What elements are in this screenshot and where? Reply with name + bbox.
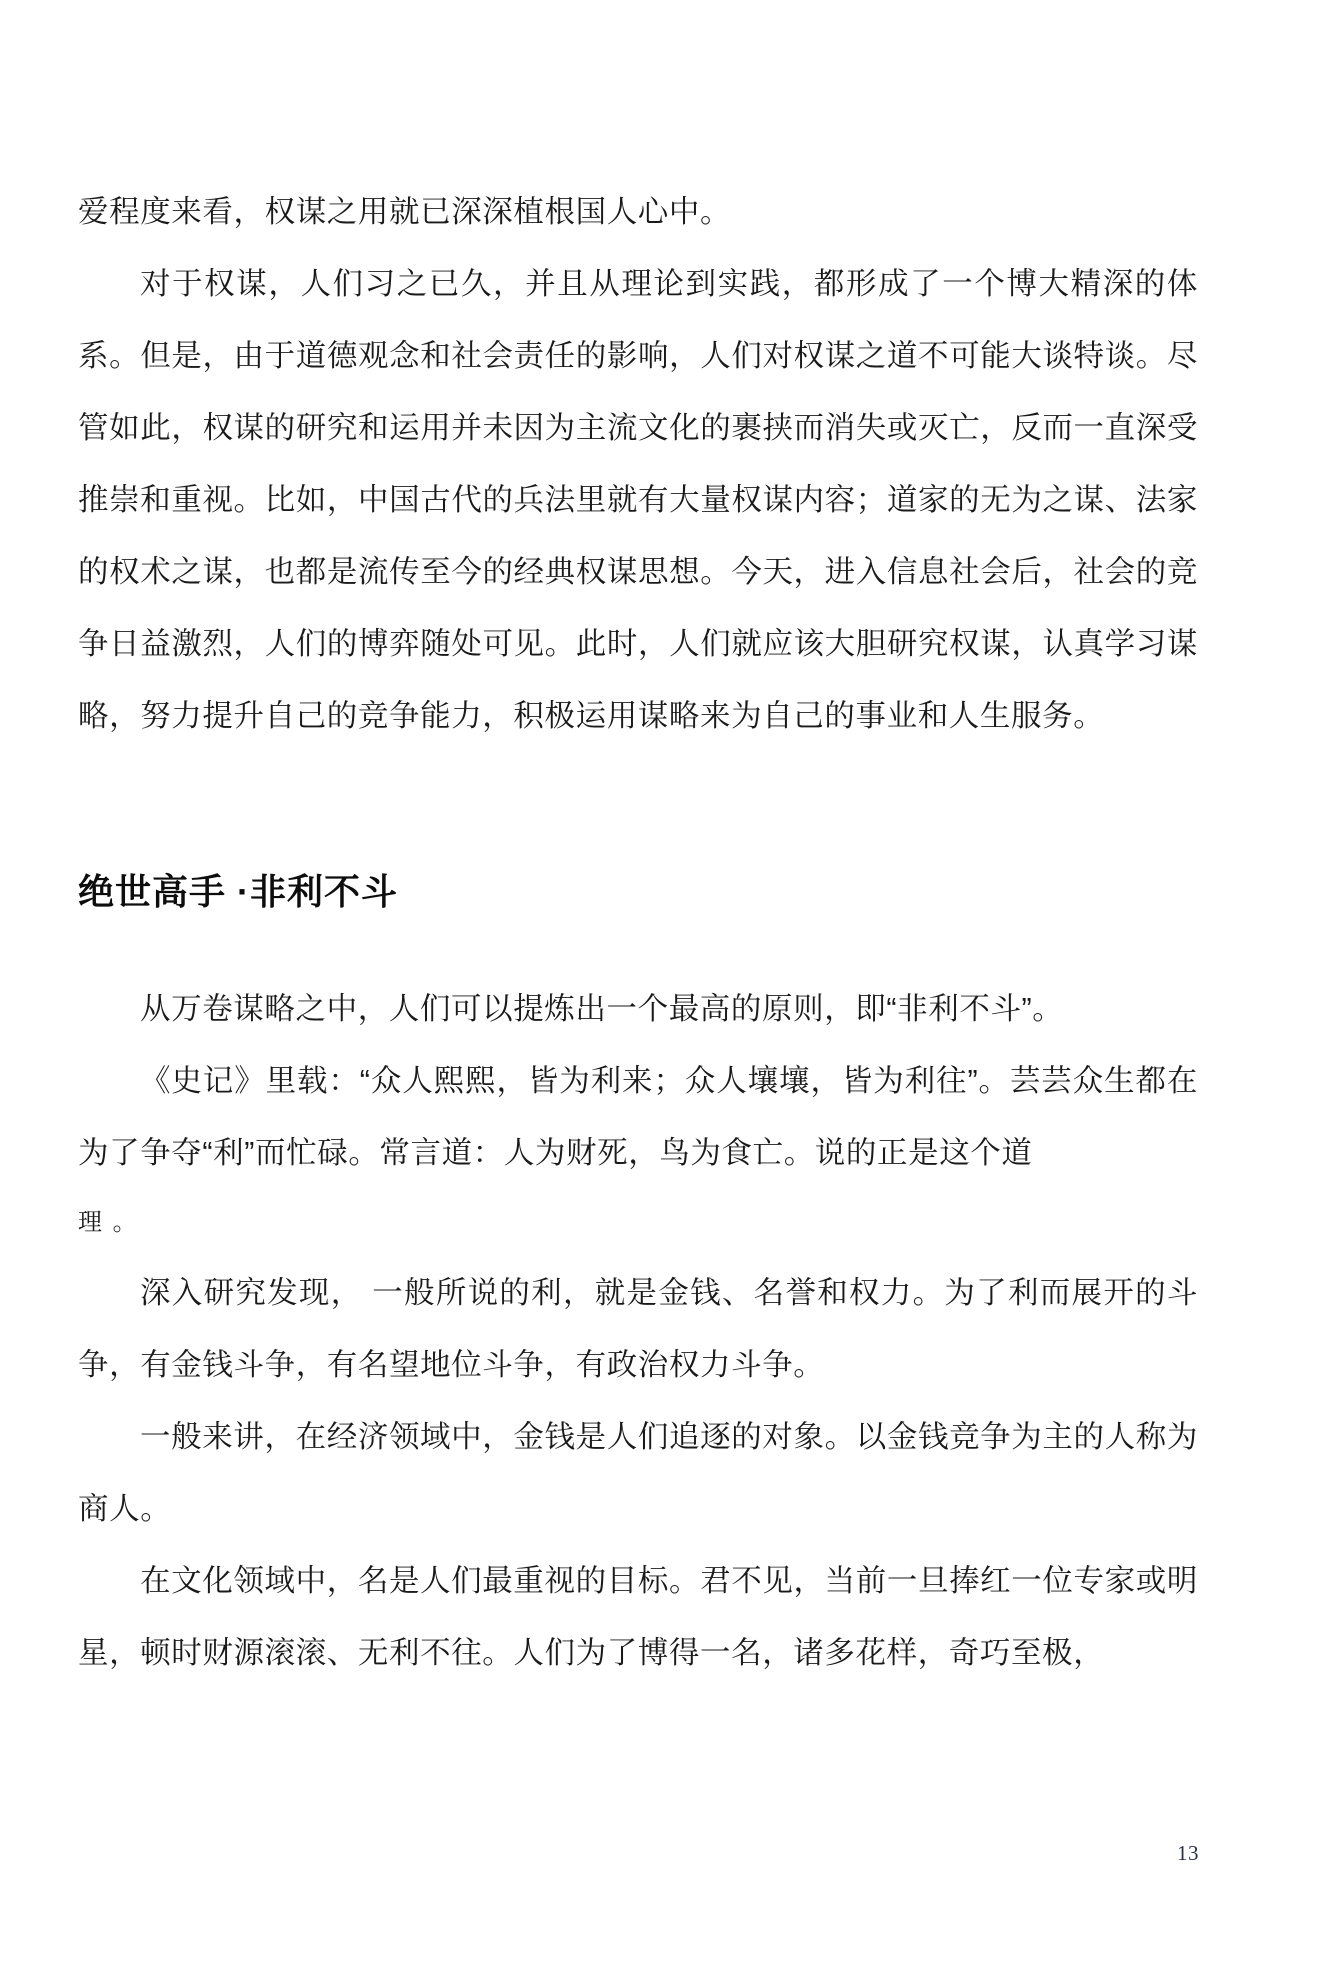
heading-spacer-bottom xyxy=(78,913,1198,973)
page-content xyxy=(78,176,1198,1689)
section-heading: 绝世高手 ·非利不斗 xyxy=(78,871,398,912)
heading-spacer-top xyxy=(78,752,1198,870)
paragraph-quanmou-overview: 对于权谋，人们习之已久，并且从理论到实践，都形成了一个博大精深的体系。但是，由于道德观念和社会责任的影响，人们对权谋之道不可能大谈特谈。尽管如此，权谋的研究和运用并未因为主流文化的裹挟而消失或灭亡，反而一直深受推崇和重视。比如，中国古代的兵法里就有大量权谋内容；道家的无为之谋、法家的权术之谋，也都是流传至今的经典权谋思想。今天，进入信息社会后，社会的竞争日益激烈，人们的博弈随处可见。此时，人们就应该大胆研究权谋，认真学习谋略，努力提升自己的竞争能力，积极运用谋略来为自己的事业和人生服务。 xyxy=(78,267,1198,733)
paragraph-continuation: 爱程度来看，权谋之用就已深深植根国人心中。 xyxy=(78,195,732,229)
paragraph-cultural-domain: 在文化领域中，名是人们最重视的目标。君不见，当前一旦捧红一位专家或明星，顿时财源滚滚、无利不往。人们为了博得一名，诸多花样，奇巧至极， xyxy=(78,1564,1198,1671)
paragraph-shiji-quote-tail: 理 。 xyxy=(78,1209,139,1237)
paragraph-shiji-quote: 《史记》里载：“众人熙熙，皆为利来；众人壤壤，皆为利往”。芸芸众生都在为了争夺“利”而忙碌。常言道：人为财死，鸟为食亡。说的正是这个道 xyxy=(78,1064,1198,1171)
paragraph-economic-domain: 一般来讲，在经济领域中，金钱是人们追逐的对象。以金钱竞争为主的人称为商人。 xyxy=(78,1420,1198,1527)
paragraph-types-of-profit: 深入研究发现， 一般所说的利，就是金钱、名誉和权力。为了利而展开的斗争，有金钱斗争，有名望地位斗争，有政治权力斗争。 xyxy=(78,1276,1198,1383)
paragraph-highest-principle: 从万卷谋略之中，人们可以提炼出一个最高的原则，即“非利不斗”。 xyxy=(140,992,1064,1027)
page-number: 13 xyxy=(1177,1841,1199,1865)
